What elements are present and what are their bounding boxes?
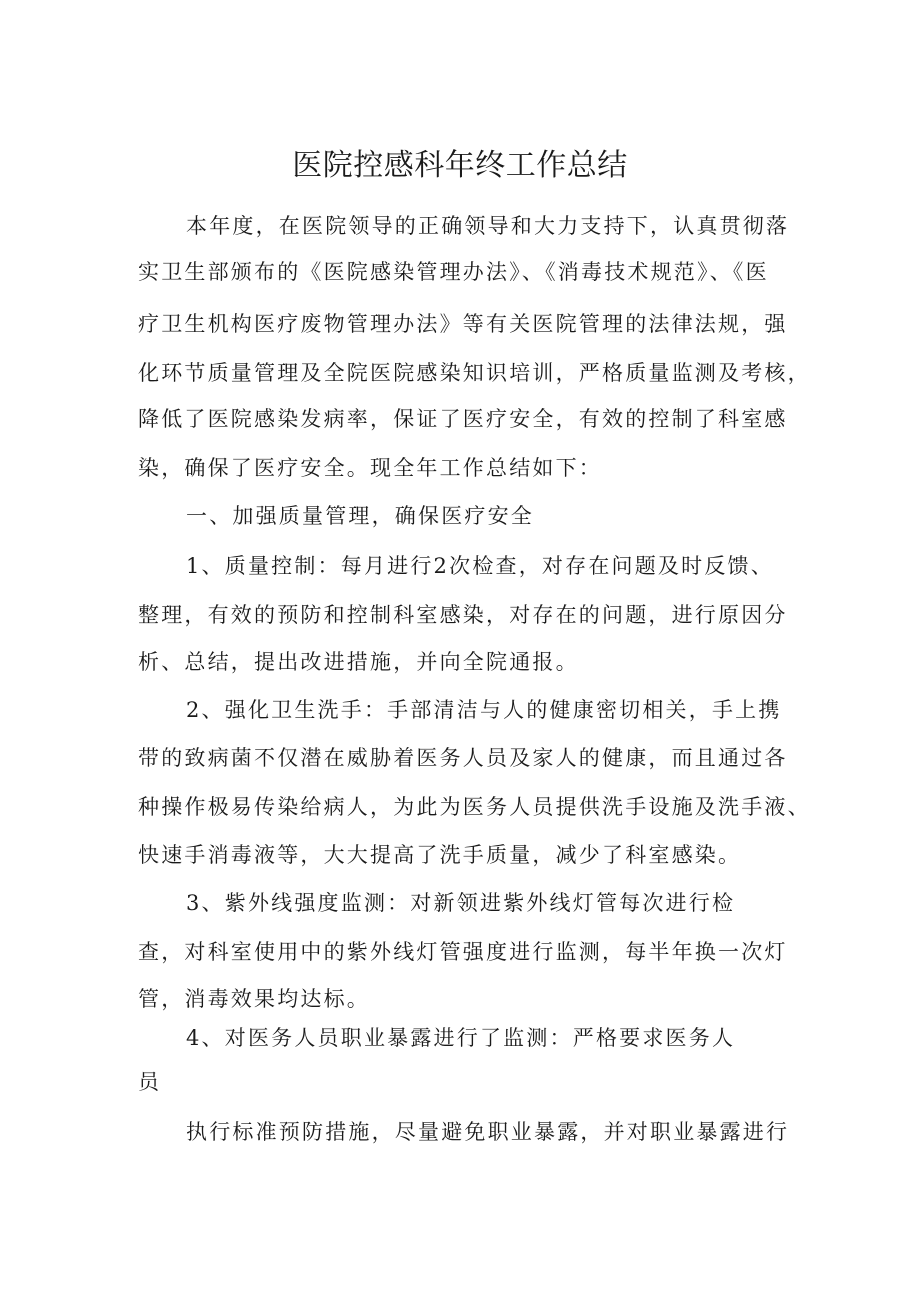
paragraph-line: 4、对医务人员职业暴露进行了监测：严格要求医务人 bbox=[186, 1026, 736, 1050]
paragraph-line: 3、紫外线强度监测：对新领进紫外线灯管每次进行检 bbox=[186, 891, 736, 915]
paragraph-line: 种操作极易传染给病人，为此为医务人员提供洗手设施及洗手液、 bbox=[138, 795, 811, 819]
paragraph-line: 快速手消毒液等，大大提高了洗手质量，减少了科室感染。 bbox=[138, 843, 742, 867]
paragraph-line: 2、强化卫生洗手：手部清洁与人的健康密切相关，手上携 bbox=[186, 698, 782, 722]
paragraph-line: 管，消毒效果均达标。 bbox=[138, 987, 370, 1011]
paragraph-line: 1、质量控制：每月进行2次检查，对存在问题及时反馈、 bbox=[186, 554, 774, 578]
document-title: 医院控感科年终工作总结 bbox=[292, 148, 628, 183]
paragraph-line: 本年度，在医院领导的正确领导和大力支持下，认真贯彻落 bbox=[186, 214, 790, 238]
paragraph-line: 员 bbox=[138, 1070, 162, 1094]
paragraph-line: 实卫生部颁布的《医院感染管理办法》、《消毒技术规范》、《医 bbox=[138, 260, 769, 284]
paragraph-line: 带的致病菌不仅潜在威胁着医务人员及家人的健康，而且通过各 bbox=[138, 746, 788, 770]
section-heading: 一、加强质量管理，确保医疗安全 bbox=[186, 504, 534, 528]
paragraph-line: 整理，有效的预防和控制科室感染，对存在的问题，进行原因分 bbox=[138, 603, 788, 627]
paragraph-line: 查，对科室使用中的紫外线灯管强度进行监测，每半年换一次灯 bbox=[138, 940, 788, 964]
paragraph-line: 降低了医院感染发病率，保证了医疗安全，有效的控制了科室感 bbox=[138, 407, 788, 431]
paragraph-line: 化环节质量管理及全院医院感染知识培训，严格质量监测及考核， bbox=[138, 361, 811, 385]
paragraph-line: 染，确保了医疗安全。现全年工作总结如下： bbox=[138, 456, 602, 480]
paragraph-line: 析、总结，提出改进措施，并向全院通报。 bbox=[138, 650, 579, 674]
paragraph-line: 疗卫生机构医疗废物管理办法》等有关医院管理的法律法规，强 bbox=[138, 312, 788, 336]
paragraph-line: 执行标准预防措施，尽量避免职业暴露，并对职业暴露进行 bbox=[186, 1120, 790, 1144]
